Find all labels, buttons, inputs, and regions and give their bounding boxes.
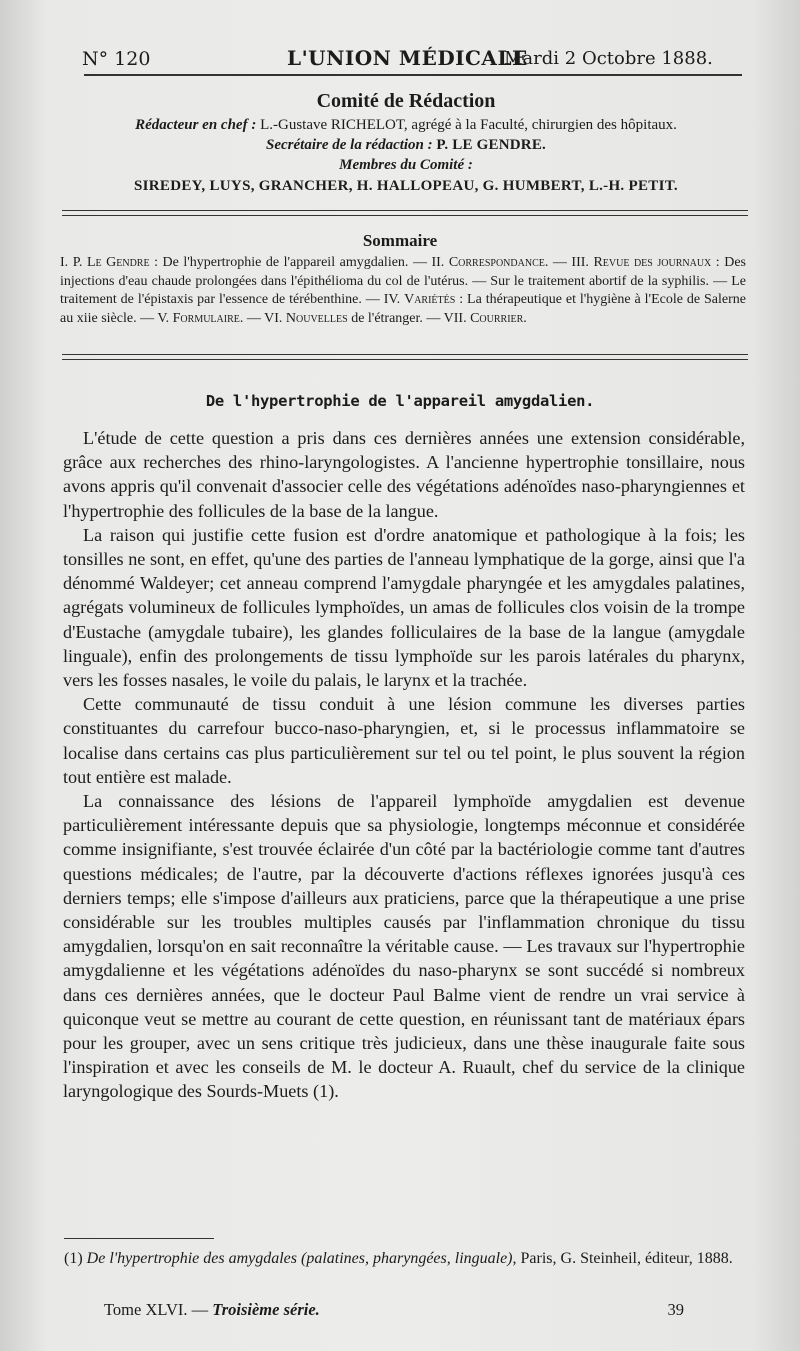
paragraph: La raison qui justifie cette fusion est d'ordre anatomique et pathologique à la fois; les tonsilles ne sont, en effet, qu'une des parties de l'anneau lymphatique de la gorge, ainsi que l'a dénommé Waldeyer; cet anneau comprend l'amygdale pharyngée et les amygdales palatines, agrégats volumineux de follicules lymphoïdes, un amas de follicules clos voisin de la trompe d'Eustache (amygdale tubaire), les glandes folliculaires de la base de la langue (amygdale linguale), enfin des prolongements de tissu lymphoïde sur les parois latérales du pharynx, vers les fosses nasales, le voile du palais, le larynx et la trachée. bbox=[63, 524, 745, 691]
sommaire-section: Courrier. bbox=[470, 310, 527, 326]
sommaire-section: Revue des journaux bbox=[593, 255, 712, 270]
sommaire-section: Variétés bbox=[404, 292, 456, 307]
sommaire-rule-bottom bbox=[62, 359, 748, 360]
sommaire-section: Formulaire. bbox=[172, 310, 244, 326]
sommaire-section: Nouvelles bbox=[285, 310, 348, 326]
editor-name: L.-Gustave RICHELOT, agrégé à la Faculté, chirurgien des hôpitaux. bbox=[260, 117, 677, 133]
article-body bbox=[63, 426, 745, 1104]
paragraph: La connaissance des lésions de l'appareil lymphoïde amygdalien est devenue particulièrement intéressante depuis que sa physiologie, longtemps méconnue et considérée comme insignifiante, s'est trouvée éclairée d'un côté par la bactériologie comme tant d'autres questions médicales; de l'autre, par la découverte d'actions réflexes ignorées jusqu'à ces derniers temps; elle s'impose d'ailleurs aux praticiens, parce que la thérapeutique a une prise considérable sur les troubles multiples causés par l'inflammation chronique du tissu amygdalien, lorsqu'on en sait reconnaître la véritable cause. — Les travaux sur l'hypertrophie amygdalienne et les végétations adénoïdes du naso-pharynx se sont succédé si nombreux dans ces dernières années, que le docteur Paul Balme vient de rendre un vrai service à quiconque veut se mettre au courant de cette question, en réunissant tant de matériaux épars pour les grouper, avec un sens critique très judicieux, dans une thèse inaugurale faite sous l'inspiration et avec les conseils de M. le docteur A. Ruault, chef du service de la clinique laryngologique des Sourds-Muets (1). bbox=[63, 791, 745, 1102]
sommaire-part: : Des injections d'eau chaude prolongées dans l'épithélioma du col de l'utérus. — Sur le traitement abortif de la syphilis. — Le traitement de l'épistaxis par l'essence de térébenthine. — IV. bbox=[60, 255, 746, 307]
sommaire-part: — III. bbox=[548, 255, 594, 270]
secretary-name: P. LE GENDRE. bbox=[436, 137, 546, 153]
tome-line bbox=[104, 1300, 320, 1320]
journal-title: L'UNION MÉDICALE bbox=[287, 46, 528, 70]
tome-number: Tome XLVI. — bbox=[104, 1300, 213, 1319]
committee-rule-bottom bbox=[62, 215, 748, 216]
secretary-label: Secrétaire de la rédaction : bbox=[266, 137, 433, 153]
members-list: SIREDEY, LUYS, GRANCHER, H. HALLOPEAU, G. HUMBERT, L.-H. PETIT. bbox=[133, 178, 678, 194]
members-label-line bbox=[62, 157, 750, 174]
sommaire-part: : La thérapeutique et l'hygiène à l'Ecole de Salerne au xiie siècle. — V. bbox=[60, 292, 746, 326]
sommaire-part: — VI. bbox=[243, 310, 286, 326]
sommaire-text bbox=[60, 254, 746, 328]
header-rule bbox=[84, 74, 742, 76]
committee-title: Comité de Rédaction bbox=[316, 90, 496, 112]
page-number: 39 bbox=[667, 1300, 684, 1319]
series-label: Troisième série. bbox=[212, 1300, 320, 1319]
secretary-line bbox=[62, 137, 750, 154]
running-header bbox=[82, 44, 742, 76]
sommaire-part: : De l'hypertrophie de l'appareil amygdalien. — II. bbox=[149, 255, 449, 270]
page-footer bbox=[104, 1300, 684, 1324]
editorial-committee bbox=[62, 90, 750, 195]
sommaire-author: Le Gendre bbox=[86, 255, 150, 270]
sommaire-part: I. P. bbox=[60, 255, 87, 270]
footnote-title: De l'hypertrophie des amygdales (palatines, pharyngées, linguale) bbox=[86, 1250, 513, 1267]
issue-date: Mardi 2 Octobre 1888. bbox=[504, 48, 713, 69]
sommaire-title: Sommaire bbox=[362, 231, 438, 250]
editor-label: Rédacteur en chef : bbox=[135, 117, 257, 133]
sommaire-part: de l'étranger. — VII. bbox=[347, 310, 471, 326]
issue-number: N° 120 bbox=[82, 48, 151, 70]
footnote bbox=[64, 1248, 745, 1269]
committee-rule-top bbox=[62, 210, 748, 211]
footnote-rule bbox=[64, 1238, 214, 1239]
editor-line bbox=[62, 117, 750, 134]
footnote-rest: , Paris, G. Steinheil, éditeur, 1888. bbox=[512, 1250, 733, 1267]
article-title: De l'hypertrophie de l'appareil amygdalien. bbox=[205, 392, 595, 410]
members-label: Membres du Comité : bbox=[339, 157, 473, 173]
paragraph: Cette communauté de tissu conduit à une lésion commune les diverses parties constituantes du carrefour bucco-naso-pharyngien, et, si le processus inflammatoire se localise dans certains cas plus particulièrement sur tel ou tel point, le plus souvent la région tout entière est malade. bbox=[63, 694, 745, 787]
sommaire-rule-top bbox=[62, 354, 748, 355]
footnote-marker: (1) bbox=[64, 1250, 87, 1267]
paragraph: L'étude de cette question a pris dans ces dernières années une extension considérable, grâce aux recherches des rhino-laryngologistes. A l'ancienne hypertrophie tonsillaire, nous avons appris qu'il convenait d'associer celle des végétations adénoïdes naso-pharyngiennes et l'hypertrophie des follicules de la base de la langue. bbox=[63, 428, 745, 521]
sommaire-section: Correspondance. bbox=[448, 255, 549, 270]
